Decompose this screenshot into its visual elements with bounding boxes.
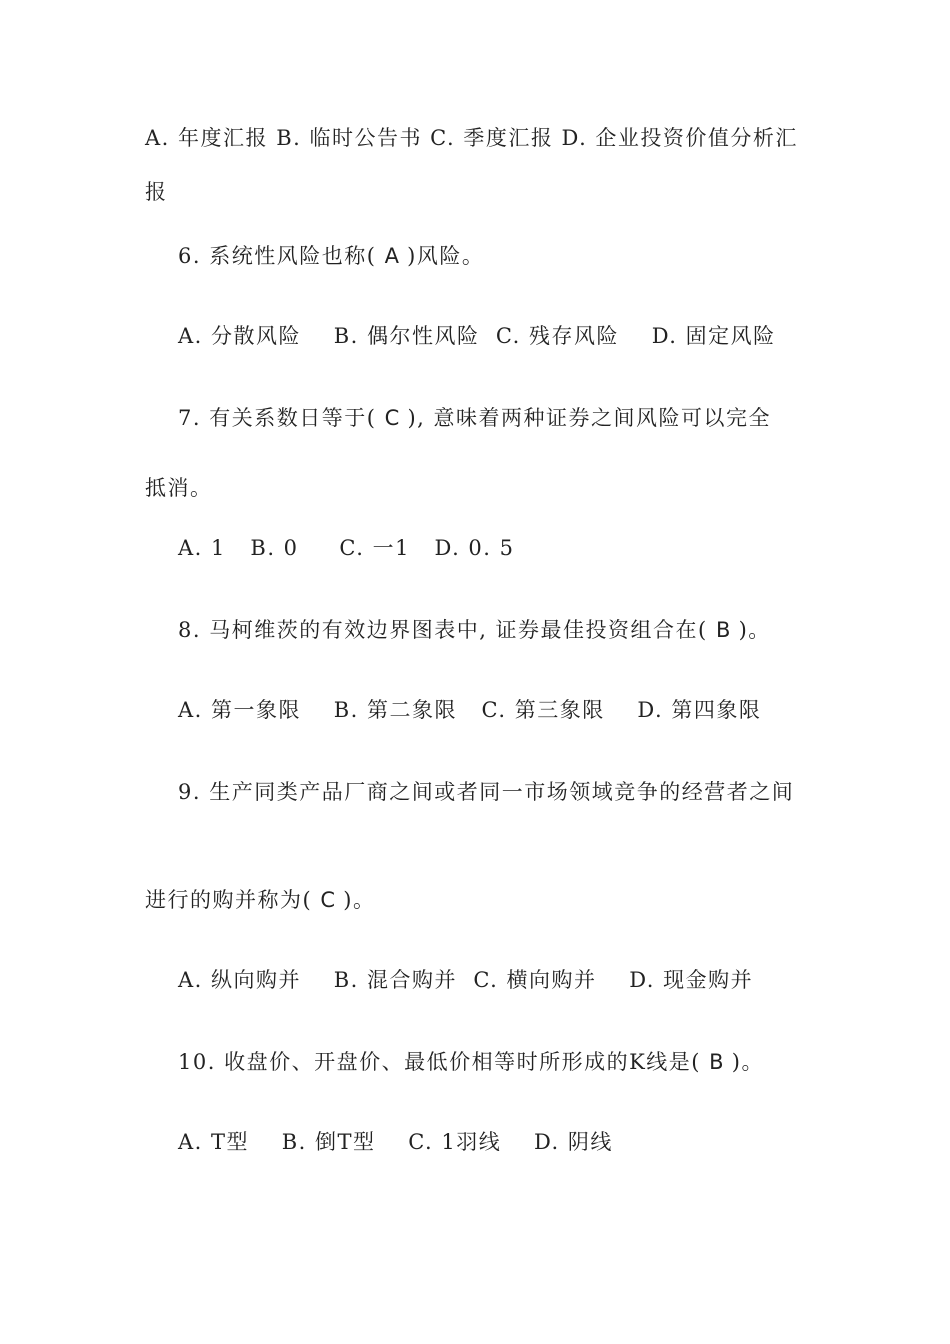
question-10 [178,1048,764,1076]
q7-options: A. 1 B. 0 C. 一1 D. 0. 5 [178,536,515,560]
q7-answer: C [384,406,400,430]
q5-options-line1: A. 年度汇报 B. 临时公告书 C. 季度汇报 D. 企业投资价值分析汇 [145,126,798,150]
question-6 [178,242,484,270]
q10-options: A. T型 B. 倒T型 C. 1羽线 D. 阴线 [178,1130,613,1154]
q9-stem-end: )。 [343,888,376,912]
q9-answer: C [320,888,336,912]
q8-answer: B [715,618,731,642]
question-9-line2 [145,886,375,914]
q7-continuation: 抵消。 [145,476,213,500]
q5-options-line2: 报 [145,180,168,204]
q9-stem: 进行的购并称为( [145,888,313,912]
question-8 [178,616,771,644]
q6-stem-end: )风险。 [407,244,485,268]
q6-stem: 6. 系统性风险也称( [178,244,377,268]
q10-stem: 10. 收盘价、开盘价、最低价相等时所形成的K线是( [178,1050,701,1074]
question-7 [178,404,771,432]
q6-answer: A [384,244,399,268]
q8-stem-end: )。 [738,618,771,642]
q10-answer: B [709,1050,724,1074]
q7-stem-end: ), 意味着两种证券之间风险可以完全 [407,406,771,430]
q7-stem: 7. 有关系数日等于( [178,406,377,430]
q8-stem: 8. 马柯维茨的有效边界图表中, 证券最佳投资组合在( [178,618,708,642]
q9-options: A. 纵向购并 B. 混合购并 C. 横向购并 D. 现金购并 [178,968,754,992]
question-9-line1: 9. 生产同类产品厂商之间或者同一市场领域竞争的经营者之间 [178,780,795,804]
q10-stem-end: )。 [731,1050,764,1074]
q8-options: A. 第一象限 B. 第二象限 C. 第三象限 D. 第四象限 [178,698,762,722]
q6-options: A. 分散风险 B. 偶尔性风险 C. 残存风险 D. 固定风险 [178,324,776,348]
